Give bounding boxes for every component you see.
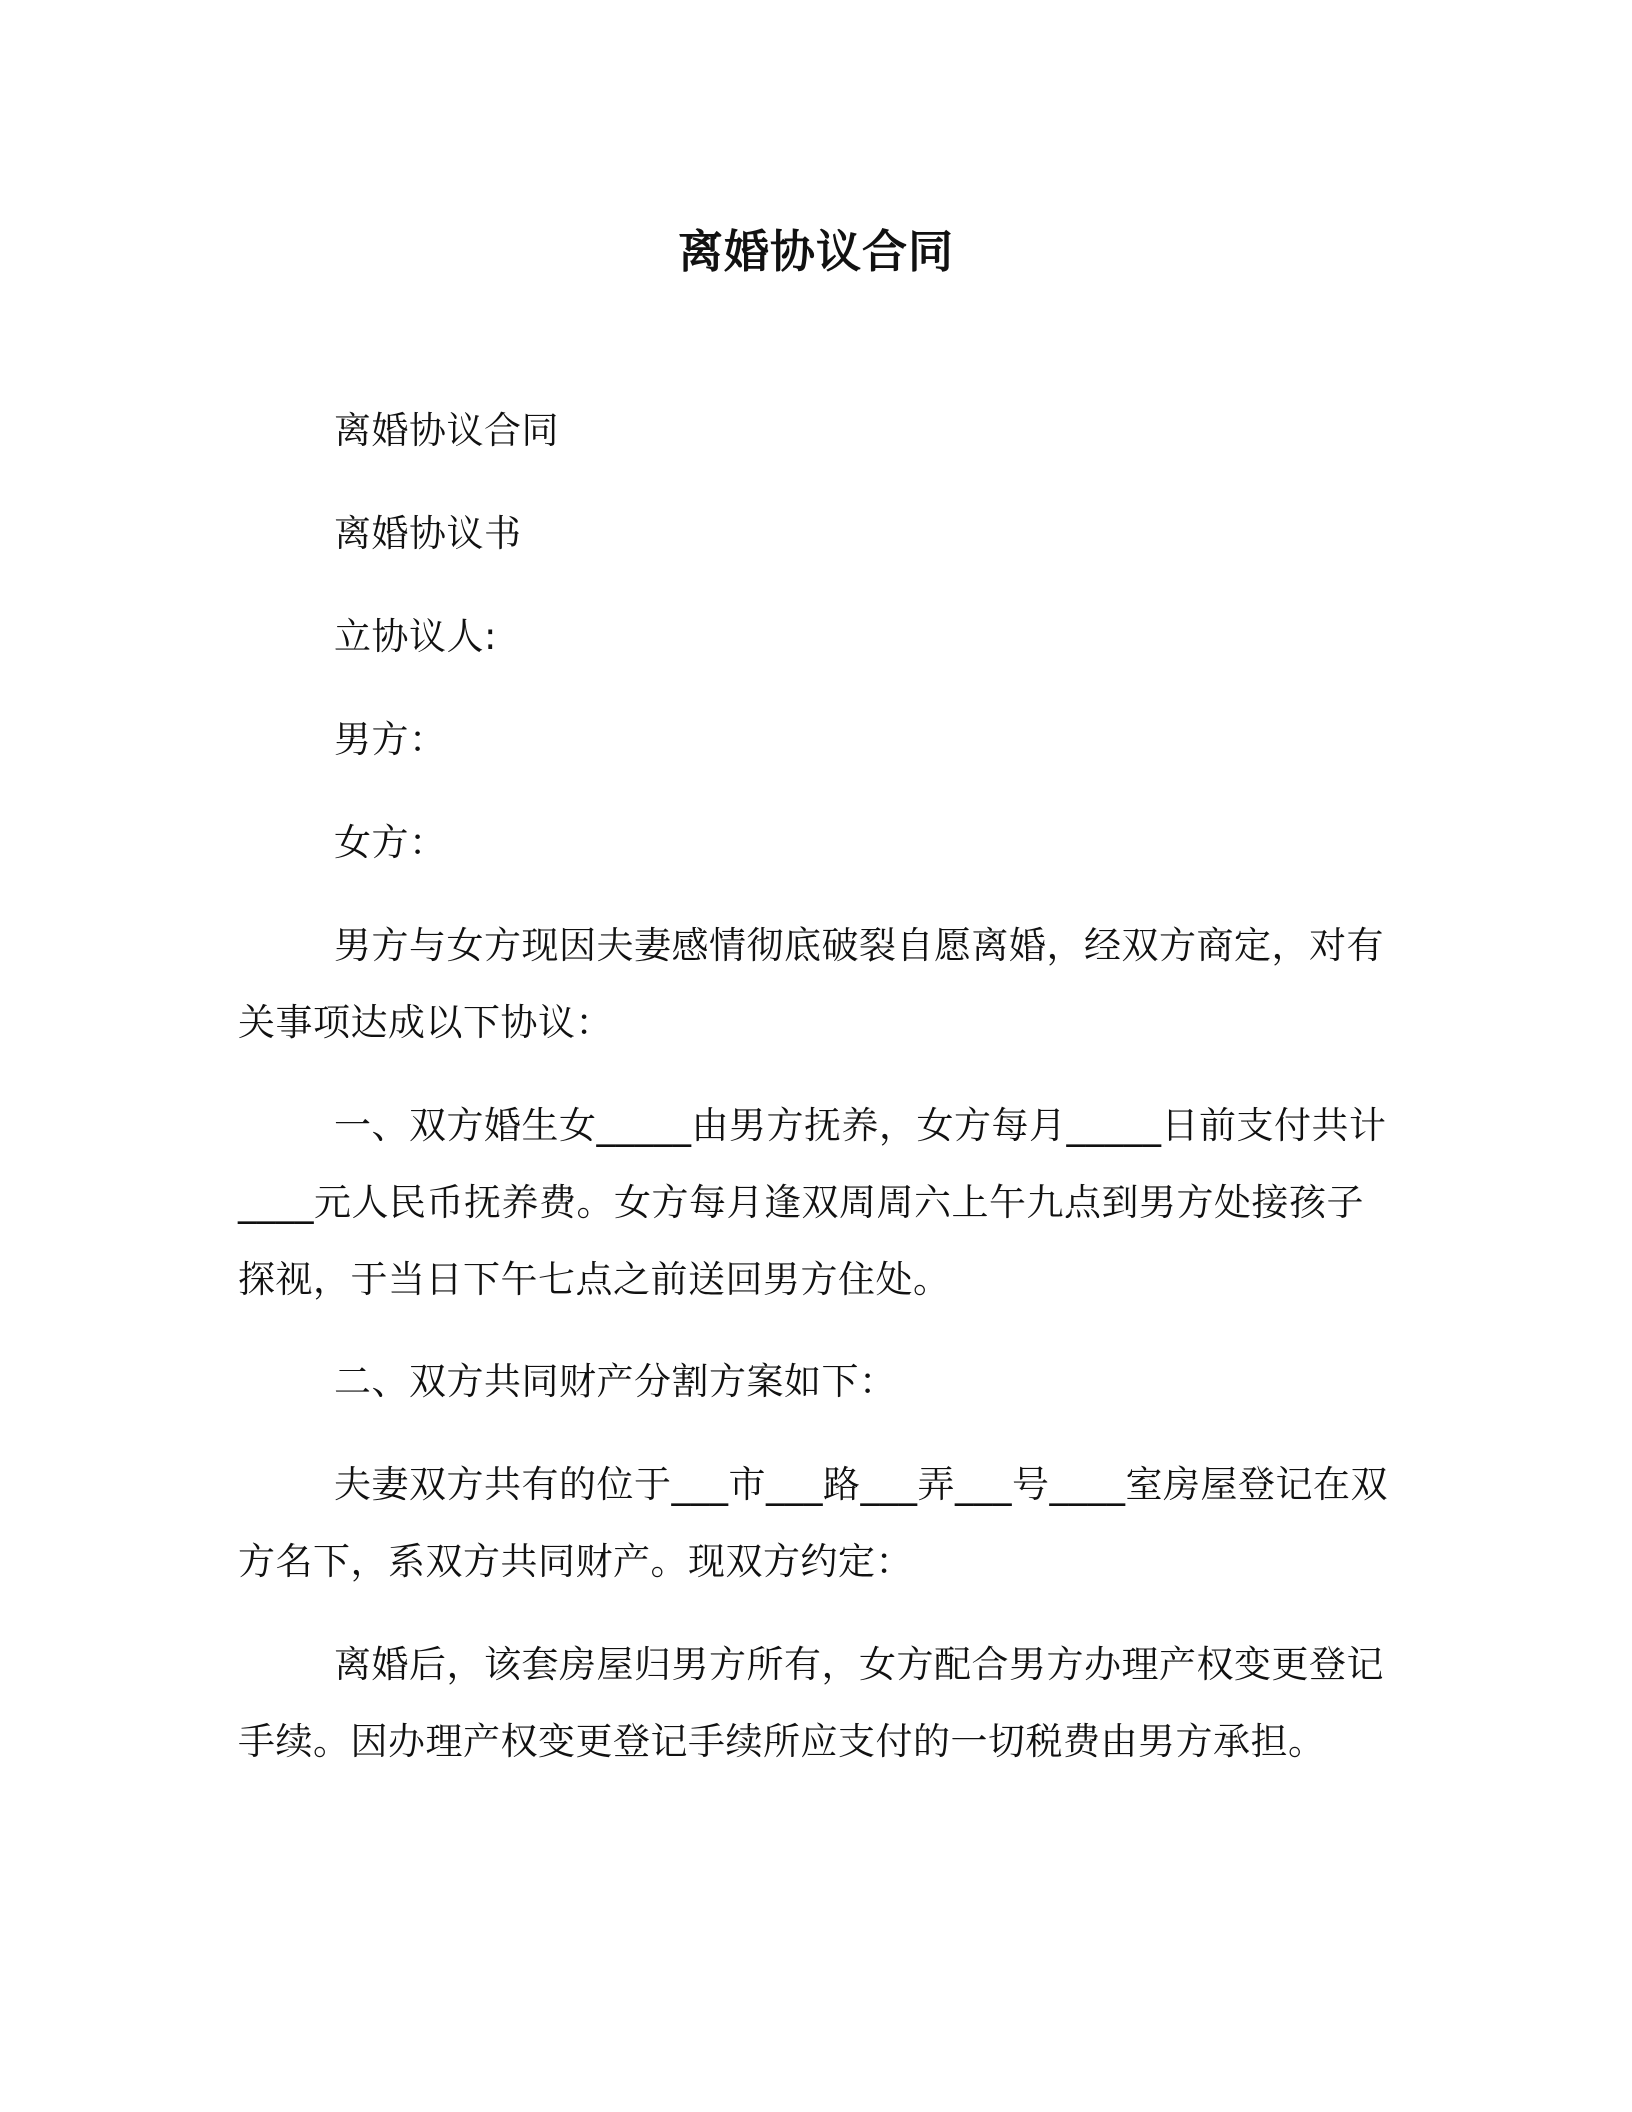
paragraph-agreement-title: 离婚协议书 [334, 512, 522, 555]
paragraph-contract-title: 离婚协议合同 [334, 409, 559, 452]
paragraph-property-arrangement: 离婚后，该套房屋归男方所有，女方配合男方办理产权变更登记手续。因办理产权变更登记手续所应支付的一切税费由男方承担。 [238, 1643, 1384, 1763]
paragraph-introduction: 男方与女方现因夫妻感情彻底破裂自愿离婚，经双方商定，对有关事项达成以下协议： [238, 924, 1384, 1044]
paragraph-property-heading: 二、双方共同财产分割方案如下： [334, 1360, 897, 1403]
paragraph-parties-label: 立协议人: [334, 615, 497, 658]
paragraph-child-custody: 一、双方婚生女_____由男方抚养，女方每月_____日前支付共计____元人民币抚养费。女方每月逢双周周六上午九点到男方处接孩子探视，于当日下午七点之前送回男方住处。 [238, 1104, 1387, 1301]
document-title: 离婚协议合同 [677, 225, 954, 278]
paragraph-property-house: 夫妻双方共有的位于___市___路___弄___号____室房屋登记在双方名下，系双方共同财产。现双方约定： [238, 1463, 1388, 1583]
paragraph-female-party: 女方： [334, 821, 447, 864]
paragraph-male-party: 男方： [334, 718, 447, 761]
